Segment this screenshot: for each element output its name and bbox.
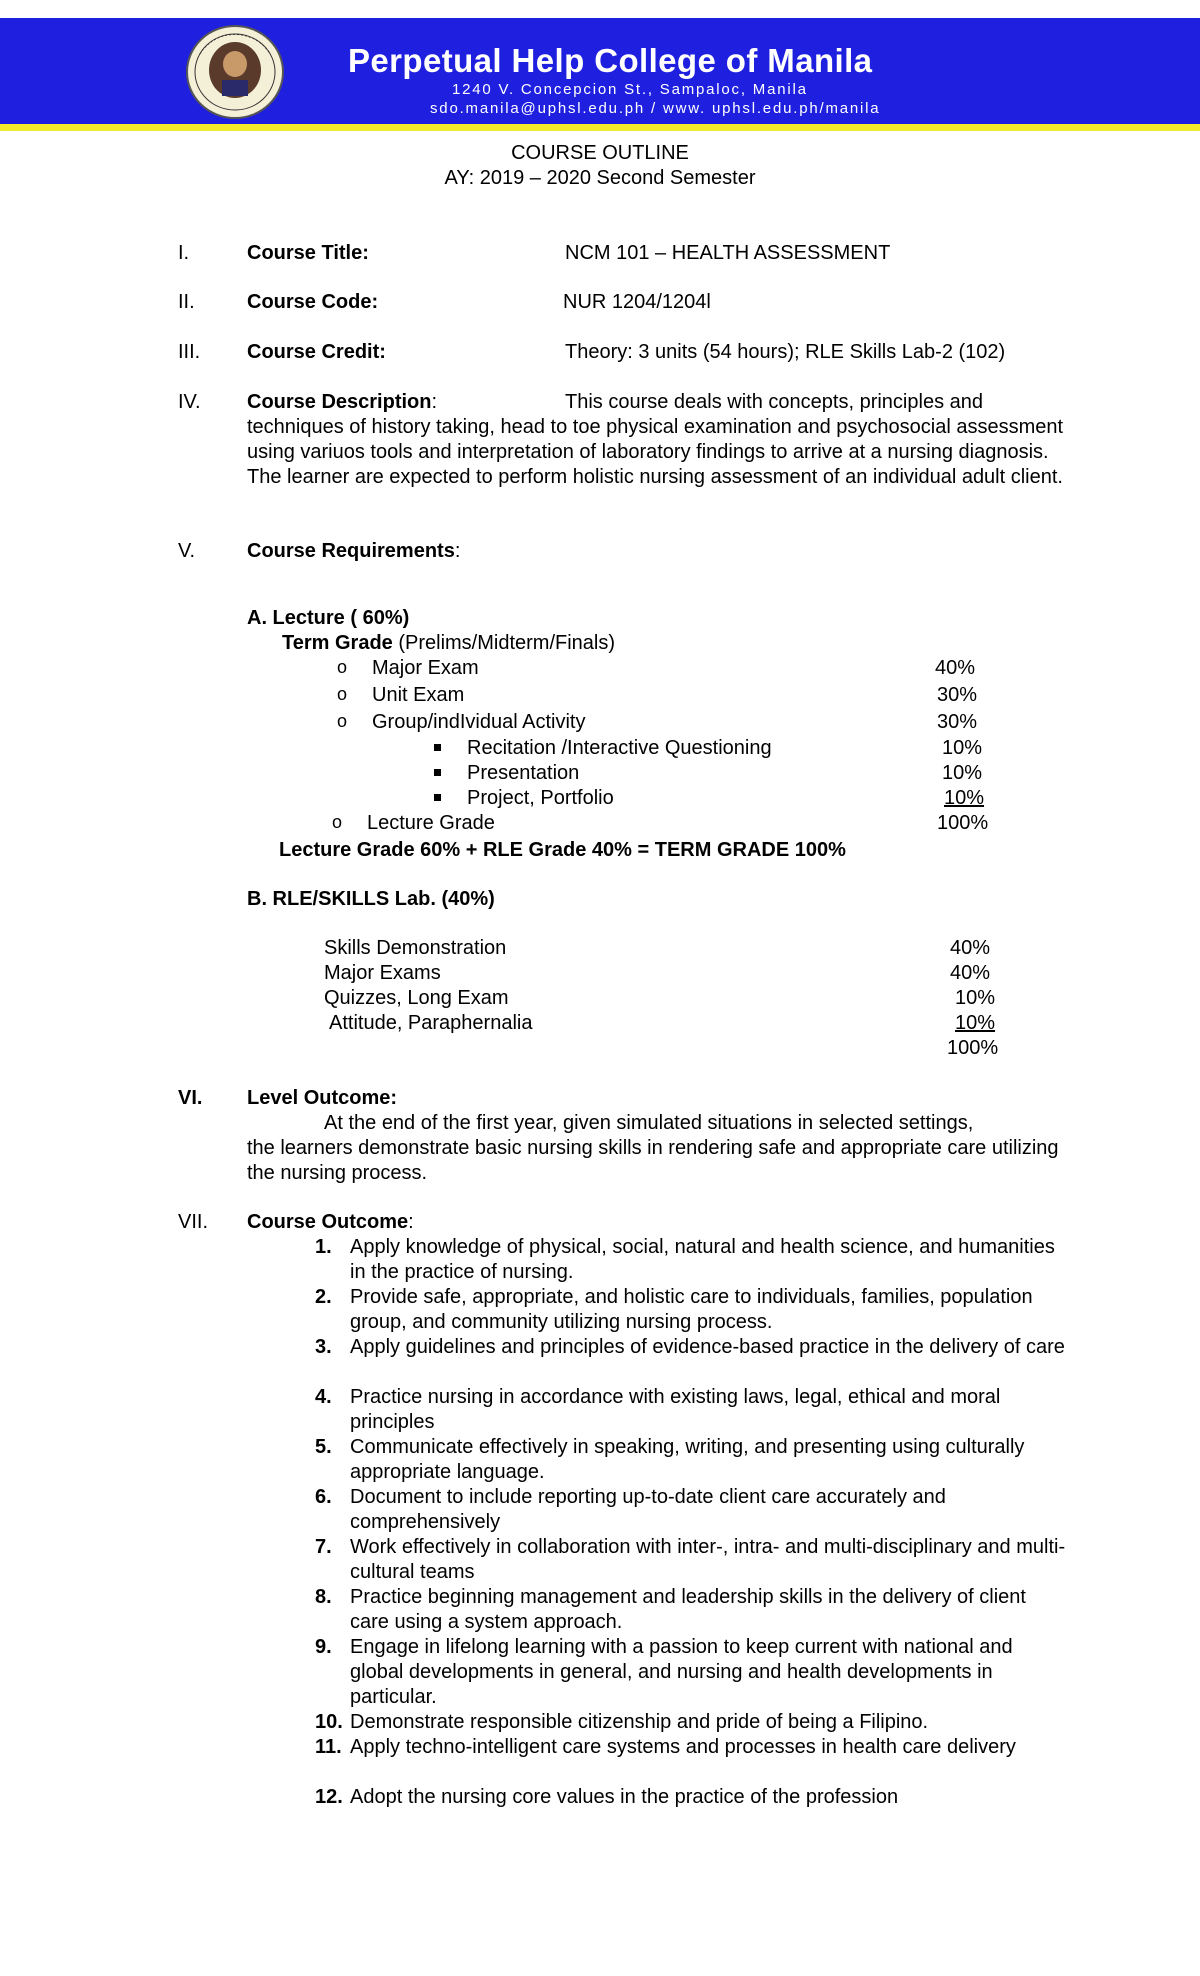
course-requirements-heading [247,539,460,564]
lecture-subitem-label: Project, Portfolio [467,787,614,809]
outcome-number: 7. [315,1536,332,1558]
lecture-subitem-value: 10% [944,787,985,809]
lecture-heading: A. Lecture ( 60%) [247,607,410,629]
rle-item-label: Major Exams [324,962,441,984]
outcome-text: Practice nursing in accordance with existing laws, legal, ethical and moral principles [350,1386,1001,1433]
lecture-item-label: Group/indIvidual Activity [372,711,586,733]
course-code-value: NUR 1204/1204l [563,291,711,313]
rle-total: 100% [947,1037,999,1059]
term-grade-label: Term Grade [282,632,393,654]
rle-item-label: Quizzes, Long Exam [324,987,509,1009]
outcome-number: 4. [315,1386,332,1408]
outcome-text: Document to include reporting up-to-date client care accurately and comprehensively [350,1486,946,1533]
outcome-text: Work effectively in collaboration with inter-, intra- and multi-disciplinary and multi-cultural teams [350,1536,1066,1583]
outcome-text: Communicate effectively in speaking, writing, and presenting using culturally appropriate language. [350,1436,1025,1483]
rle-item-label: Attitude, Paraphernalia [329,1012,533,1034]
section-number: VI. [178,1087,203,1109]
level-outcome-text: the learners demonstrate basic nursing skills in rendering safe and appropriate care utilizing the nursing process. [247,1137,1059,1184]
course-description-first-line: This course deals with concepts, principles and [565,391,983,413]
outcome-number: 3. [315,1336,332,1358]
lecture-subitem-label: Recitation /Interactive Questioning [467,737,772,759]
lecture-total-label: Lecture Grade [367,812,495,834]
lecture-total-value: 100% [937,812,989,834]
outcome-number: 6. [315,1486,332,1508]
outcome-number: 8. [315,1586,332,1608]
lecture-item-value: 30% [937,684,978,706]
course-description-heading [247,390,437,415]
level-outcome-label: Level Outcome: [247,1087,398,1109]
outcome-text: Demonstrate responsible citizenship and pride of being a Filipino. [350,1711,929,1733]
lecture-item-value: 30% [937,711,978,733]
colon: : [454,540,461,562]
course-credit-value: Theory: 3 units (54 hours); RLE Skills Lab-2 (102) [565,341,1006,363]
course-outcome-label: Course Outcome [247,1211,409,1233]
rle-item-value: 10% [955,987,996,1009]
college-contact: sdo.manila@uphsl.edu.ph / www. uphsl.edu.ph/manila [430,100,881,117]
rle-item-value: 40% [950,937,991,959]
lecture-subitem-value: 10% [942,737,983,759]
course-outcome-heading [247,1210,414,1235]
colon: : [408,1211,414,1233]
outcome-text: Apply techno-intelligent care systems and processes in health care delivery [350,1736,1016,1758]
section-number: V. [178,540,196,562]
square-bullet-icon [434,794,441,801]
outcome-number: 5. [315,1436,332,1458]
lecture-subitem-value: 10% [942,762,983,784]
header-banner [0,18,1200,131]
term-grade-formula: Lecture Grade 60% + RLE Grade 40% = TERM GRADE 100% [279,839,846,861]
outcome-number: 9. [315,1636,332,1658]
rle-heading: B. RLE/SKILLS Lab. (40%) [247,888,495,910]
circle-bullet-icon: o [332,812,343,832]
outcome-number: 2. [315,1286,332,1308]
lecture-item-value: 40% [935,657,976,679]
outcome-text: Adopt the nursing core values in the practice of the profession [350,1786,899,1808]
lecture-item-label: Unit Exam [372,684,465,706]
course-requirements-label: Course Requirements [247,540,455,562]
outcome-number: 11. [315,1736,342,1758]
outcome-text: Provide safe, appropriate, and holistic care to individuals, families, population group, and community utilizing nursing process. [350,1286,1033,1333]
college-name: Perpetual Help College of Manila [348,42,873,79]
lecture-item-label: Major Exam [372,657,479,679]
term-grade [282,631,615,656]
doc-subtitle: AY: 2019 – 2020 Second Semester [444,167,756,189]
course-code-label: Course Code: [247,291,379,313]
outcome-number: 10. [315,1711,343,1733]
rle-item-value: 40% [950,962,991,984]
colon: : [431,391,438,413]
lecture-subitem-label: Presentation [467,762,580,784]
college-address: 1240 V. Concepcion St., Sampaloc, Manila [452,81,808,98]
course-credit-label: Course Credit: [247,341,386,363]
course-title-label: Course Title: [247,242,369,264]
circle-bullet-icon: o [337,657,348,677]
section-number: III. [178,341,201,363]
outcome-text: Apply guidelines and principles of evidence-based practice in the delivery of care [350,1336,1065,1358]
rle-item-value: 10% [955,1012,996,1034]
course-description-text: techniques of history taking, head to toe physical examination and psychosocial assessment using variuos tools and interpretation of laboratory findings to arrive at a nursing diagnosis. The learner are expected to perform holistic nursing assessment of an individual adult client. [247,416,1064,488]
section-number: II. [178,291,195,313]
section-number: I. [178,242,190,264]
doc-title: COURSE OUTLINE [511,142,689,164]
circle-bullet-icon: o [337,711,348,731]
section-number: IV. [178,391,201,413]
college-seal-icon [170,24,300,120]
square-bullet-icon [434,744,441,751]
rle-item-label: Skills Demonstration [324,937,507,959]
outcome-number: 12. [315,1786,343,1808]
square-bullet-icon [434,769,441,776]
outcome-text: Engage in lifelong learning with a passion to keep current with national and global developments in general, and nursing and health developments in particular. [350,1636,1013,1708]
course-description-label: Course Description [247,391,432,413]
outcome-text: Practice beginning management and leadership skills in the delivery of client care using a system approach. [350,1586,1026,1633]
term-grade-detail: (Prelims/Midterm/Finals) [398,632,616,654]
course-title-value: NCM 101 – HEALTH ASSESSMENT [565,242,891,264]
circle-bullet-icon: o [337,684,348,704]
outcome-number: 1. [315,1236,332,1258]
outcome-text: Apply knowledge of physical, social, natural and health science, and humanities in the practice of nursing. [350,1236,1055,1283]
level-outcome-first-line: At the end of the first year, given simulated situations in selected settings, [324,1112,974,1134]
section-number: VII. [178,1211,209,1233]
